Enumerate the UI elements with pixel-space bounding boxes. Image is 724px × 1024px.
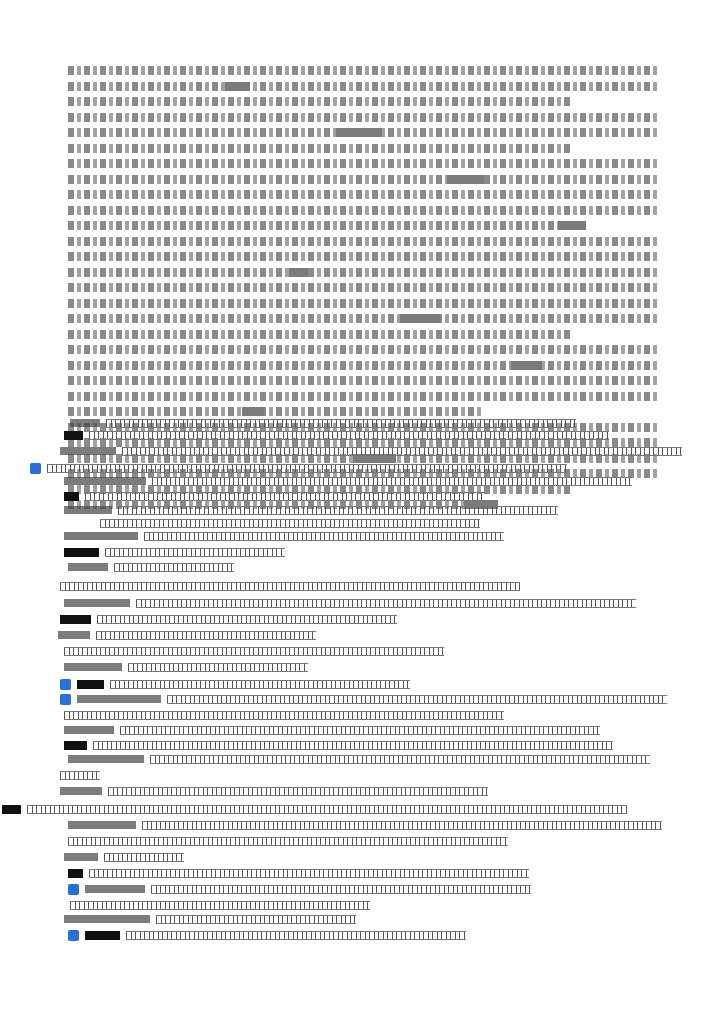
list-row	[64, 646, 444, 656]
list-row	[58, 630, 316, 640]
redaction-block	[336, 128, 382, 137]
placeholder-glyph-run	[104, 853, 184, 862]
placeholder-glyph-run	[167, 695, 667, 704]
redaction-block	[225, 82, 250, 91]
text-line	[68, 407, 482, 416]
text-line	[68, 361, 660, 370]
text-line	[68, 268, 660, 277]
text-line	[68, 299, 660, 308]
placeholder-glyph-run	[108, 787, 488, 796]
list-row	[68, 754, 650, 764]
redaction-block	[68, 869, 83, 878]
list-row	[64, 740, 613, 750]
list-row	[64, 531, 504, 541]
placeholder-glyph-run	[89, 431, 609, 440]
redaction-block	[85, 931, 120, 940]
placeholder-glyph-run	[100, 519, 480, 528]
placeholder-glyph-run	[97, 615, 397, 624]
placeholder-glyph-run	[64, 647, 444, 656]
row-label	[64, 532, 138, 540]
list-row	[64, 491, 485, 501]
placeholder-glyph-run	[151, 885, 531, 894]
text-line	[68, 237, 660, 246]
text-line	[68, 175, 660, 184]
redaction-block	[64, 492, 79, 501]
placeholder-glyph-run	[89, 869, 529, 878]
list-row	[60, 581, 520, 591]
redaction-block	[64, 548, 99, 557]
text-line	[68, 221, 571, 230]
list-row	[64, 662, 308, 672]
list-row	[68, 820, 662, 830]
redaction-block	[400, 314, 440, 323]
placeholder-glyph-run	[136, 599, 636, 608]
placeholder-glyph-run	[144, 532, 504, 541]
placeholder-glyph-run	[114, 563, 234, 572]
text-line	[68, 97, 571, 106]
list-row	[60, 679, 410, 689]
redaction-block	[2, 805, 21, 814]
row-label	[64, 477, 146, 485]
placeholder-glyph-run	[60, 771, 100, 780]
row-label	[70, 419, 100, 427]
placeholder-glyph-run	[93, 741, 613, 750]
text-line	[68, 190, 660, 199]
text-line	[68, 82, 660, 91]
row-label	[60, 787, 102, 795]
app-icon	[60, 679, 71, 690]
list-row	[68, 930, 466, 940]
row-label	[64, 726, 114, 734]
app-icon	[60, 694, 71, 705]
row-label	[68, 821, 136, 829]
placeholder-glyph-run	[150, 755, 650, 764]
app-icon	[68, 930, 79, 941]
redaction-block	[558, 221, 586, 230]
list-row	[64, 476, 632, 486]
redaction-block	[511, 361, 542, 370]
list-row	[64, 725, 600, 735]
placeholder-glyph-run	[96, 631, 316, 640]
list-row	[64, 914, 356, 924]
text-line	[68, 206, 660, 215]
list-row	[68, 868, 529, 878]
list-row	[60, 786, 488, 796]
list-row	[68, 562, 234, 572]
placeholder-glyph-run	[27, 805, 627, 814]
placeholder-glyph-run	[120, 726, 600, 735]
app-icon	[30, 463, 41, 474]
text-line	[68, 283, 660, 292]
text-line	[68, 144, 571, 153]
placeholder-glyph-run	[126, 931, 466, 940]
row-label	[68, 563, 108, 571]
list-row	[60, 694, 667, 704]
placeholder-glyph-run	[47, 464, 567, 473]
placeholder-glyph-run	[68, 837, 508, 846]
placeholder-glyph-run	[85, 492, 485, 501]
list-row	[64, 547, 285, 557]
text-line	[68, 159, 660, 168]
row-label	[64, 599, 130, 607]
text-line	[68, 330, 571, 339]
row-label	[64, 506, 112, 514]
list-row	[60, 770, 100, 780]
placeholder-glyph-run	[110, 680, 410, 689]
redaction-block	[64, 431, 83, 440]
list-row	[30, 463, 567, 473]
row-label	[58, 631, 90, 639]
placeholder-glyph-run	[70, 901, 370, 910]
list-row	[64, 598, 636, 608]
redaction-block	[447, 175, 484, 184]
placeholder-glyph-run	[64, 711, 504, 720]
placeholder-glyph-run	[105, 548, 285, 557]
redaction-block	[289, 268, 308, 277]
list-row	[100, 518, 480, 528]
placeholder-glyph-run	[142, 821, 662, 830]
text-line	[68, 252, 660, 261]
text-line	[68, 314, 660, 323]
text-line	[68, 66, 660, 75]
row-label	[60, 447, 116, 455]
row-label	[68, 755, 144, 763]
list-row	[64, 505, 558, 515]
text-line	[68, 113, 660, 122]
list-row	[60, 446, 682, 456]
list-row	[64, 710, 504, 720]
placeholder-glyph-run	[156, 915, 356, 924]
text-line	[68, 392, 660, 401]
list-row	[60, 614, 397, 624]
row-label	[64, 915, 150, 923]
redaction-block	[242, 407, 264, 416]
app-icon	[68, 884, 79, 895]
placeholder-glyph-run	[118, 506, 558, 515]
text-line	[68, 345, 660, 354]
text-line	[68, 128, 660, 137]
placeholder-glyph-run	[60, 582, 520, 591]
list-row	[2, 804, 627, 814]
placeholder-glyph-run	[128, 663, 308, 672]
row-label	[64, 663, 122, 671]
list-row	[64, 430, 609, 440]
list-row	[64, 852, 184, 862]
row-label	[77, 695, 161, 703]
list-row	[68, 884, 531, 894]
placeholder-glyph-run	[152, 477, 632, 486]
placeholder-glyph-run	[122, 447, 682, 456]
redaction-block	[77, 680, 104, 689]
row-label	[64, 853, 98, 861]
list-row	[68, 836, 508, 846]
list-row	[70, 900, 370, 910]
redaction-block	[60, 615, 91, 624]
redaction-block	[64, 741, 87, 750]
placeholder-glyph-run	[106, 419, 576, 428]
row-label	[85, 885, 145, 893]
list-row	[70, 418, 576, 428]
text-line	[68, 376, 660, 385]
